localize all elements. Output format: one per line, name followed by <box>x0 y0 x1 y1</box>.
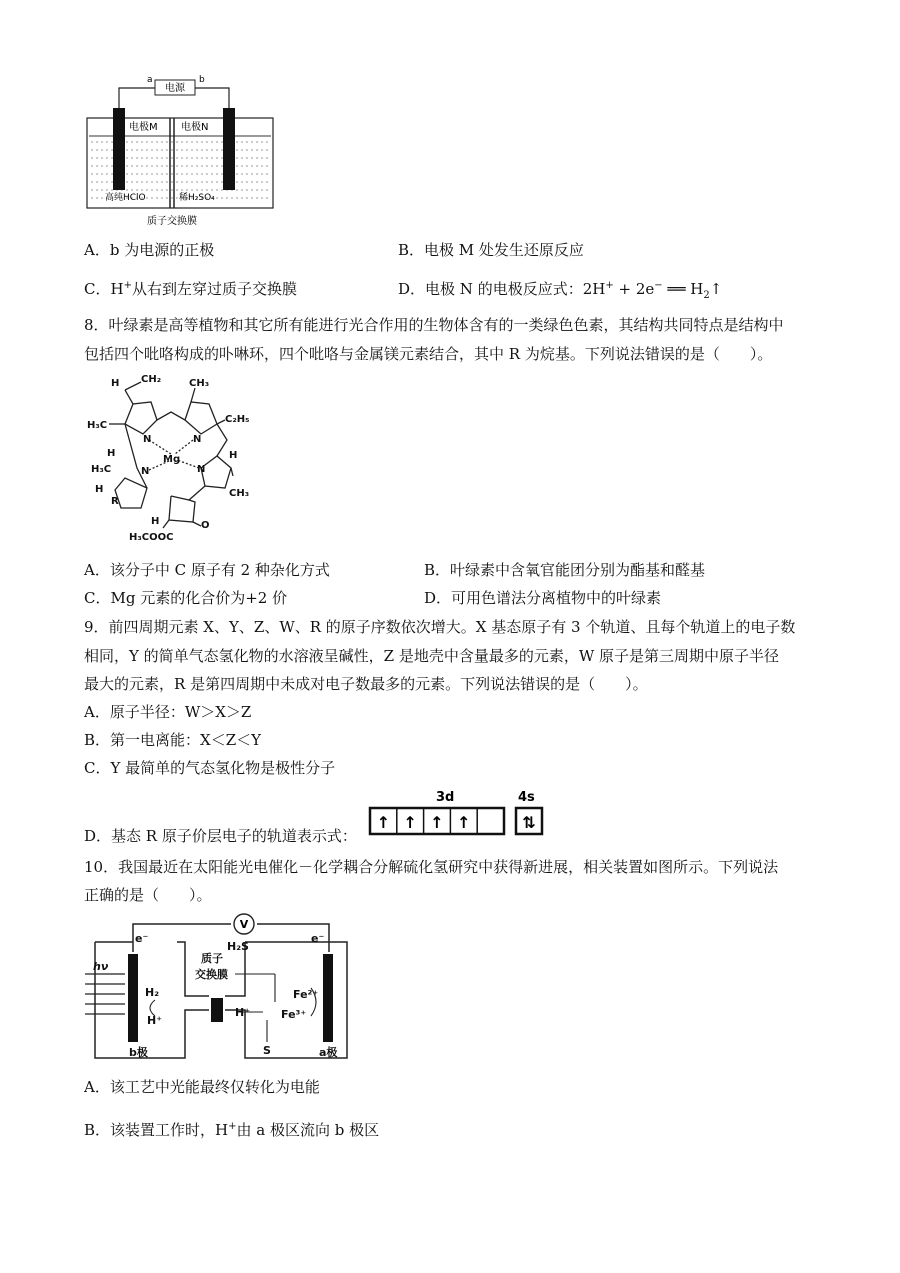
device-membrane-line2: 交换膜 <box>195 968 228 981</box>
orbital-3d-box2-arrow: ↑ <box>403 813 417 832</box>
q9-option-c: C．Y 最简单的气态氢化物是极性分子 <box>84 759 336 777</box>
chl-r: R <box>111 496 119 507</box>
chl-h-top: H <box>111 378 120 389</box>
device-hplus-mid: H⁺ <box>235 1006 251 1019</box>
electrode-m-label: 电极M <box>129 122 158 133</box>
q10-stem-line2: 正确的是（ ）。 <box>84 886 212 904</box>
q8-stem-line2: 包括四个吡咯构成的卟啉环，四个吡咯与金属镁元素结合，其中 R 为烷基。下列说法错误的是（ ）。 <box>84 345 773 363</box>
left-solution-label: 高纯HClO <box>105 193 146 203</box>
terminal-a-label: a <box>147 75 153 85</box>
device-b-pole: b极 <box>129 1046 148 1059</box>
q10-b-suffix: 由 a 极区流向 b 极区 <box>236 1121 380 1139</box>
device-h2: H₂ <box>145 986 160 999</box>
chl-mg: Mg <box>163 454 181 465</box>
q7-d-sub: 2 <box>703 290 710 301</box>
electrode-n-label: 电极N <box>181 122 209 133</box>
q7-option-c <box>84 276 297 299</box>
q7-option-a: A．b 为电源的正极 <box>84 241 215 259</box>
q10-b-prefix: B．该装置工作时，H <box>84 1121 229 1139</box>
orbital-4s-arrows: ⇅ <box>522 813 536 832</box>
electrolysis-cell-figure <box>85 70 275 232</box>
orbital-3d-box3-arrow: ↑ <box>430 813 444 832</box>
chl-ch2: CH₂ <box>141 374 162 385</box>
orbital-4s-label: 4s <box>518 790 535 805</box>
chl-h-right: H <box>229 450 238 461</box>
q9-option-a: A．原子半径：W＞X＞Z <box>84 703 252 721</box>
q10-option-a: A．该工艺中光能最终仅转化为电能 <box>84 1078 320 1096</box>
q9-stem-line3: 最大的元素，R 是第四周期中未成对电子数最多的元素。下列说法错误的是（ ）。 <box>84 675 648 693</box>
q8-option-d: D．可用色谱法分离植物中的叶绿素 <box>424 589 662 607</box>
chl-h-bottom: H <box>151 516 160 527</box>
chl-h3c-left: H₃C <box>87 420 108 431</box>
chlorophyll-structure-figure <box>85 372 255 544</box>
device-e-right: e⁻ <box>311 932 325 945</box>
device-s: S <box>263 1044 271 1057</box>
orbital-diagram <box>366 788 548 840</box>
q7-d-sup1: + <box>605 280 614 291</box>
orbital-3d-label: 3d <box>436 790 455 805</box>
chl-ch3-right: CH₃ <box>229 488 250 499</box>
q10-stem-line1: 10．我国最近在太阳能光电催化－化学耦合分解硫化氢研究中获得新进展，相关装置如图所示。下列说法 <box>84 858 779 876</box>
chl-h3c-mid: H₃C <box>91 464 112 475</box>
chl-c2h5: C₂H₅ <box>225 414 250 425</box>
q7-d-prefix: D．电极 N 的电极反应式：2H <box>398 280 606 298</box>
q7-option-d <box>398 276 722 306</box>
right-solution-label: 稀H₂SO₄ <box>179 193 215 203</box>
orbital-3d-box4-arrow: ↑ <box>457 813 471 832</box>
q8-option-b: B．叶绿素中含氧官能团分别为酯基和醛基 <box>424 561 706 579</box>
photoelectrocatalysis-device-figure <box>85 912 355 1062</box>
q7-d-sup2: − <box>654 280 663 291</box>
device-fe2: Fe²⁺ <box>293 988 319 1001</box>
chl-ch3-top: CH₃ <box>189 378 210 389</box>
voltmeter-label: V <box>239 918 249 931</box>
q7-option-b: B．电极 M 处发生还原反应 <box>398 241 584 259</box>
chl-n4: N <box>197 464 206 475</box>
q7-d-eq: ══ H <box>662 280 704 298</box>
device-hv: hν <box>93 960 109 973</box>
chl-n3: N <box>141 466 150 477</box>
device-membrane-line1: 质子 <box>201 952 223 965</box>
chl-h-low: H <box>95 484 104 495</box>
device-h2s: H₂S <box>227 940 249 953</box>
device-a-pole: a极 <box>319 1046 338 1059</box>
chl-n2: N <box>193 434 202 445</box>
orbital-3d-box1-arrow: ↑ <box>376 813 391 832</box>
q9-option-d: D．基态 R 原子价层电子的轨道表示式： <box>84 827 357 845</box>
device-fe3: Fe³⁺ <box>281 1008 307 1021</box>
device-e-left: e⁻ <box>135 932 149 945</box>
chl-o: O <box>201 520 210 531</box>
q7-d-arrow: ↑ <box>709 280 723 298</box>
q8-option-a: A．该分子中 C 原子有 2 种杂化方式 <box>84 561 330 579</box>
chl-h-left: H <box>107 448 116 459</box>
chl-n1: N <box>143 434 152 445</box>
q9-stem-line1: 9．前四周期元素 X、Y、Z、W、R 的原子序数依次增大。X 基态原子有 3 个轨道、且每个轨道上的电子数 <box>84 618 796 636</box>
q7-c-prefix: C．H <box>84 280 124 298</box>
q8-option-c: C．Mg 元素的化合价为+2 价 <box>84 589 288 607</box>
q7-c-sup: + <box>123 280 132 291</box>
q9-option-b: B．第一电离能：X＜Z＜Y <box>84 731 262 749</box>
terminal-b-label: b <box>199 75 205 85</box>
power-source-label: 电源 <box>165 83 185 94</box>
q10-b-sup: + <box>228 1121 237 1132</box>
q10-option-b <box>84 1117 379 1140</box>
device-hplus-left: H⁺ <box>147 1014 163 1027</box>
membrane-label: 质子交换膜 <box>147 216 197 227</box>
q8-stem-line1: 8．叶绿素是高等植物和其它所有能进行光合作用的生物体含有的一类绿色色素，其结构共同特点是结构中 <box>84 316 784 334</box>
chl-h3cooc: H₃COOC <box>129 532 174 543</box>
q7-d-mid: + 2e <box>613 280 655 298</box>
q7-c-suffix: 从右到左穿过质子交换膜 <box>131 280 297 298</box>
q9-stem-line2: 相同，Y 的简单气态氢化物的水溶液呈碱性，Z 是地壳中含量最多的元素，W 原子是第三周期中原子半径 <box>84 647 780 665</box>
